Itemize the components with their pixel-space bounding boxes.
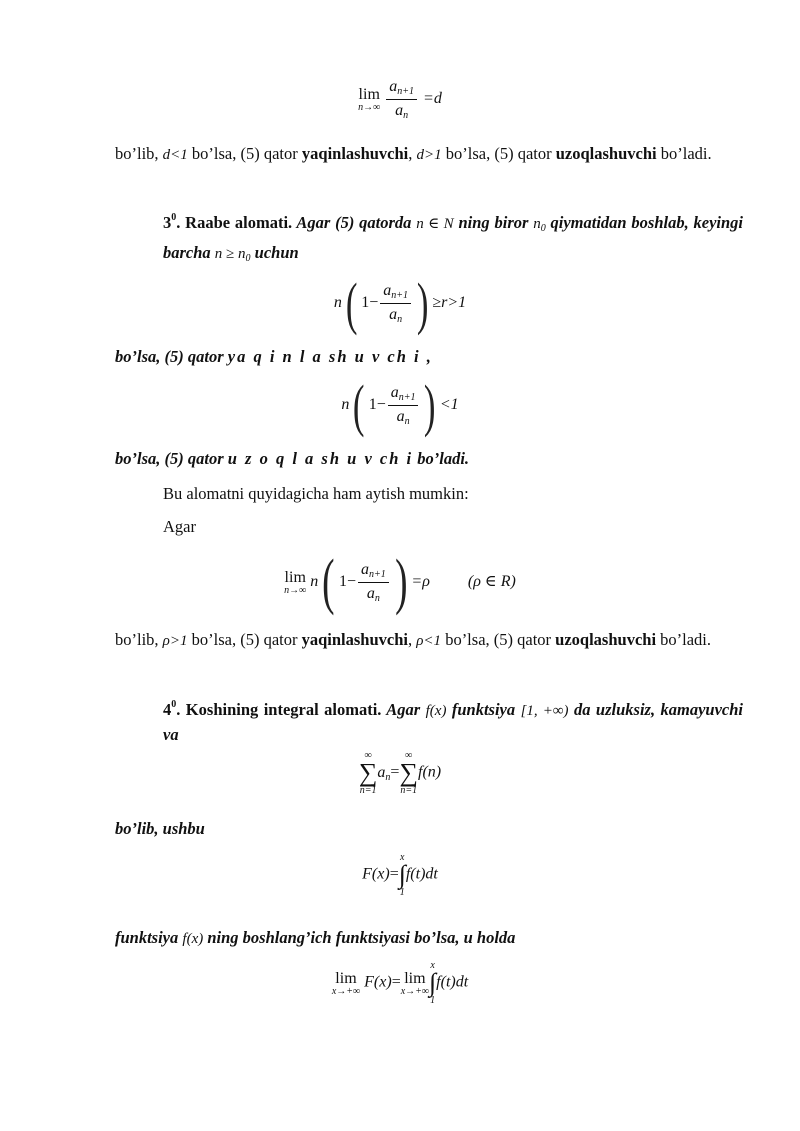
condition-d-less-1: d<1 xyxy=(162,147,188,163)
condition-d-greater-1: d>1 xyxy=(416,147,442,163)
section-raabe-test: $3^0$. Raabe alomati. Agar (5) qatorda n ∈ N ning biror $n_0$ qiymatidan boshlab, keyingi barcha $n \ge n_0$ uchun xyxy=(163,212,744,264)
paragraph-agar: Agar xyxy=(163,517,196,536)
section-number: $3^0$. Raabe alomati. xyxy=(163,212,293,232)
ratio-fraction: $\frac{a_{n+1}}{a_n}$ xyxy=(386,78,417,121)
paragraph-dalamber-conclusion: bo’lib, d<1 bo’lsa, (5) qator yaqinlashuvchi, d>1 bo’lsa, (5) qator uzoqlashuvchi bo’ladi. xyxy=(115,144,712,163)
term-divergent: uzoqlashuvchi xyxy=(555,144,657,163)
section-number: $4^0$. Koshining integral alomati. xyxy=(163,699,382,719)
formula-integral-limit: lim x→+∞ F(x)= lim x→+∞ x ∫ 1 f(t)dt xyxy=(331,960,469,1006)
paragraph-raabe-convergent: bo’lsa, (5) qator ya q i n l a sh u v ch i , xyxy=(115,347,433,366)
formula-raabe-divergent: n( 1− $\frac{a_{n+1}}{a_n}$ ) <1 xyxy=(341,373,459,438)
formula-raabe-limit: lim n→∞ n( 1− $\frac{a_{n+1}}{a_n}$ ) =ρ (ρ ∈ R) xyxy=(284,548,516,616)
formula-ratio-limit xyxy=(0,78,800,121)
paragraph-primitive: funktsiya f(x) ning boshlang’ich funktsiyasi bo’lsa, u holda xyxy=(115,928,516,947)
paragraph-alternative: Bu alomatni quyidagicha ham aytish mumkin: xyxy=(163,484,469,503)
section-cauchy-integral-test: $4^0$. Koshining integral alomati. Agar f(x) funktsiya [1, +∞) da uzluksiz, kamayuvchi va xyxy=(163,699,743,744)
paragraph-raabe-limit-conclusion: bo’lib, ρ>1 bo’lsa, (5) qator yaqinlashuvchi, ρ<1 bo’lsa, (5) qator uzoqlashuvchi bo’ladi. xyxy=(115,630,712,649)
limit-operator: lim n→∞ xyxy=(358,86,381,113)
formula-series-equality: ∞ ∑ n=1 $a_n=$ ∞ ∑ n=1 f(n) xyxy=(358,750,442,796)
formula-rhs: =d xyxy=(423,90,442,108)
paragraph-bolib-ushbu: bo’lib, ushbu xyxy=(115,819,205,838)
formula-antiderivative: F(x)= x ∫ 1 f(t)dt xyxy=(362,852,438,898)
formula-raabe-convergent: n( 1− $\frac{a_{n+1}}{a_n}$ ) ≥r>1 xyxy=(333,271,467,336)
paragraph-raabe-divergent: bo’lsa, (5) qator u z o q l a sh u v ch i bo’ladi. xyxy=(115,449,470,468)
term-convergent: yaqinlashuvchi xyxy=(301,144,409,163)
